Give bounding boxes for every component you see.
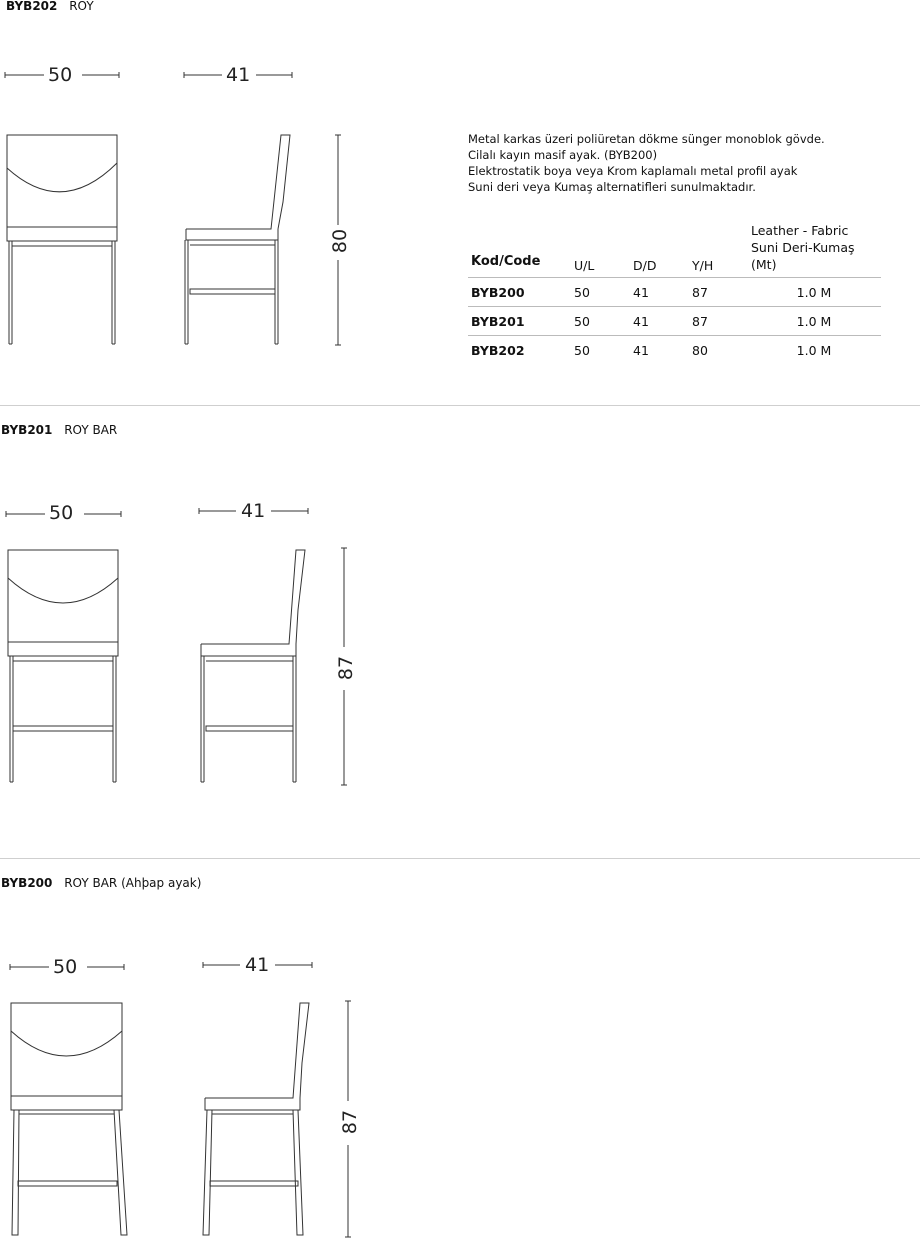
- chair-drawing-byb201: [0, 500, 360, 810]
- cell-fabric: 1.0 M: [748, 336, 881, 365]
- header-fabric: [748, 222, 881, 278]
- description-line: Metal karkas üzeri poliüretan dökme sünger monoblok gövde.: [468, 132, 825, 146]
- cell-code: BYB201: [468, 307, 571, 336]
- description-line: Elektrostatik boya veya Krom kaplamalı metal profil ayak: [468, 164, 798, 178]
- section-divider: [0, 405, 920, 406]
- product-name: ROY: [69, 0, 94, 13]
- product-code: BYB202: [6, 0, 58, 13]
- header-height: Y/H: [692, 258, 714, 273]
- height-dimension: 87: [335, 652, 357, 684]
- product-description: [468, 131, 825, 195]
- product-code: BYB200: [1, 876, 53, 890]
- cell-height: 87: [689, 278, 748, 307]
- cell-width: 50: [571, 307, 630, 336]
- header-fabric-line1: Leather - Fabric: [751, 223, 849, 238]
- cell-code: BYB202: [468, 336, 571, 365]
- table-row: [468, 307, 881, 336]
- height-dimension: 80: [329, 225, 351, 257]
- description-line: Suni deri veya Kumaş alternatifleri sunulmaktadır.: [468, 180, 756, 194]
- spec-table-header: [468, 222, 881, 278]
- chair-drawing-byb202: [0, 60, 360, 380]
- header-code: Kod/Code: [471, 254, 541, 269]
- product-name: ROY BAR: [64, 423, 118, 437]
- cell-code: BYB200: [468, 278, 571, 307]
- section-divider: [0, 858, 920, 859]
- cell-depth: 41: [630, 278, 689, 307]
- depth-dimension: 41: [222, 64, 254, 86]
- table-row: [468, 336, 881, 365]
- product-name: ROY BAR (Ahþap ayak): [64, 876, 202, 890]
- width-dimension: 50: [45, 502, 77, 524]
- header-depth: D/D: [633, 258, 657, 273]
- product-code: BYB201: [1, 423, 53, 437]
- cell-depth: 41: [630, 307, 689, 336]
- width-dimension: 50: [44, 64, 76, 86]
- width-dimension: 50: [49, 956, 81, 978]
- section-title-byb201: [1, 423, 117, 437]
- depth-dimension: 41: [241, 954, 273, 976]
- cell-width: 50: [571, 278, 630, 307]
- cell-height: 87: [689, 307, 748, 336]
- section-title-byb202: [6, 0, 94, 13]
- header-width: U/L: [574, 258, 595, 273]
- section-title-byb200: [1, 876, 201, 890]
- height-dimension: 87: [339, 1106, 361, 1138]
- depth-dimension: 41: [237, 500, 269, 522]
- table-row: [468, 278, 881, 307]
- cell-width: 50: [571, 336, 630, 365]
- cell-fabric: 1.0 M: [748, 278, 881, 307]
- description-line: Cilalı kayın masif ayak. (BYB200): [468, 148, 658, 162]
- spec-table: [468, 222, 881, 364]
- chair-drawing-byb200: [0, 953, 360, 1238]
- cell-fabric: 1.0 M: [748, 307, 881, 336]
- cell-height: 80: [689, 336, 748, 365]
- header-fabric-line2: Suni Deri-Kumaş (Mt): [751, 240, 855, 272]
- cell-depth: 41: [630, 336, 689, 365]
